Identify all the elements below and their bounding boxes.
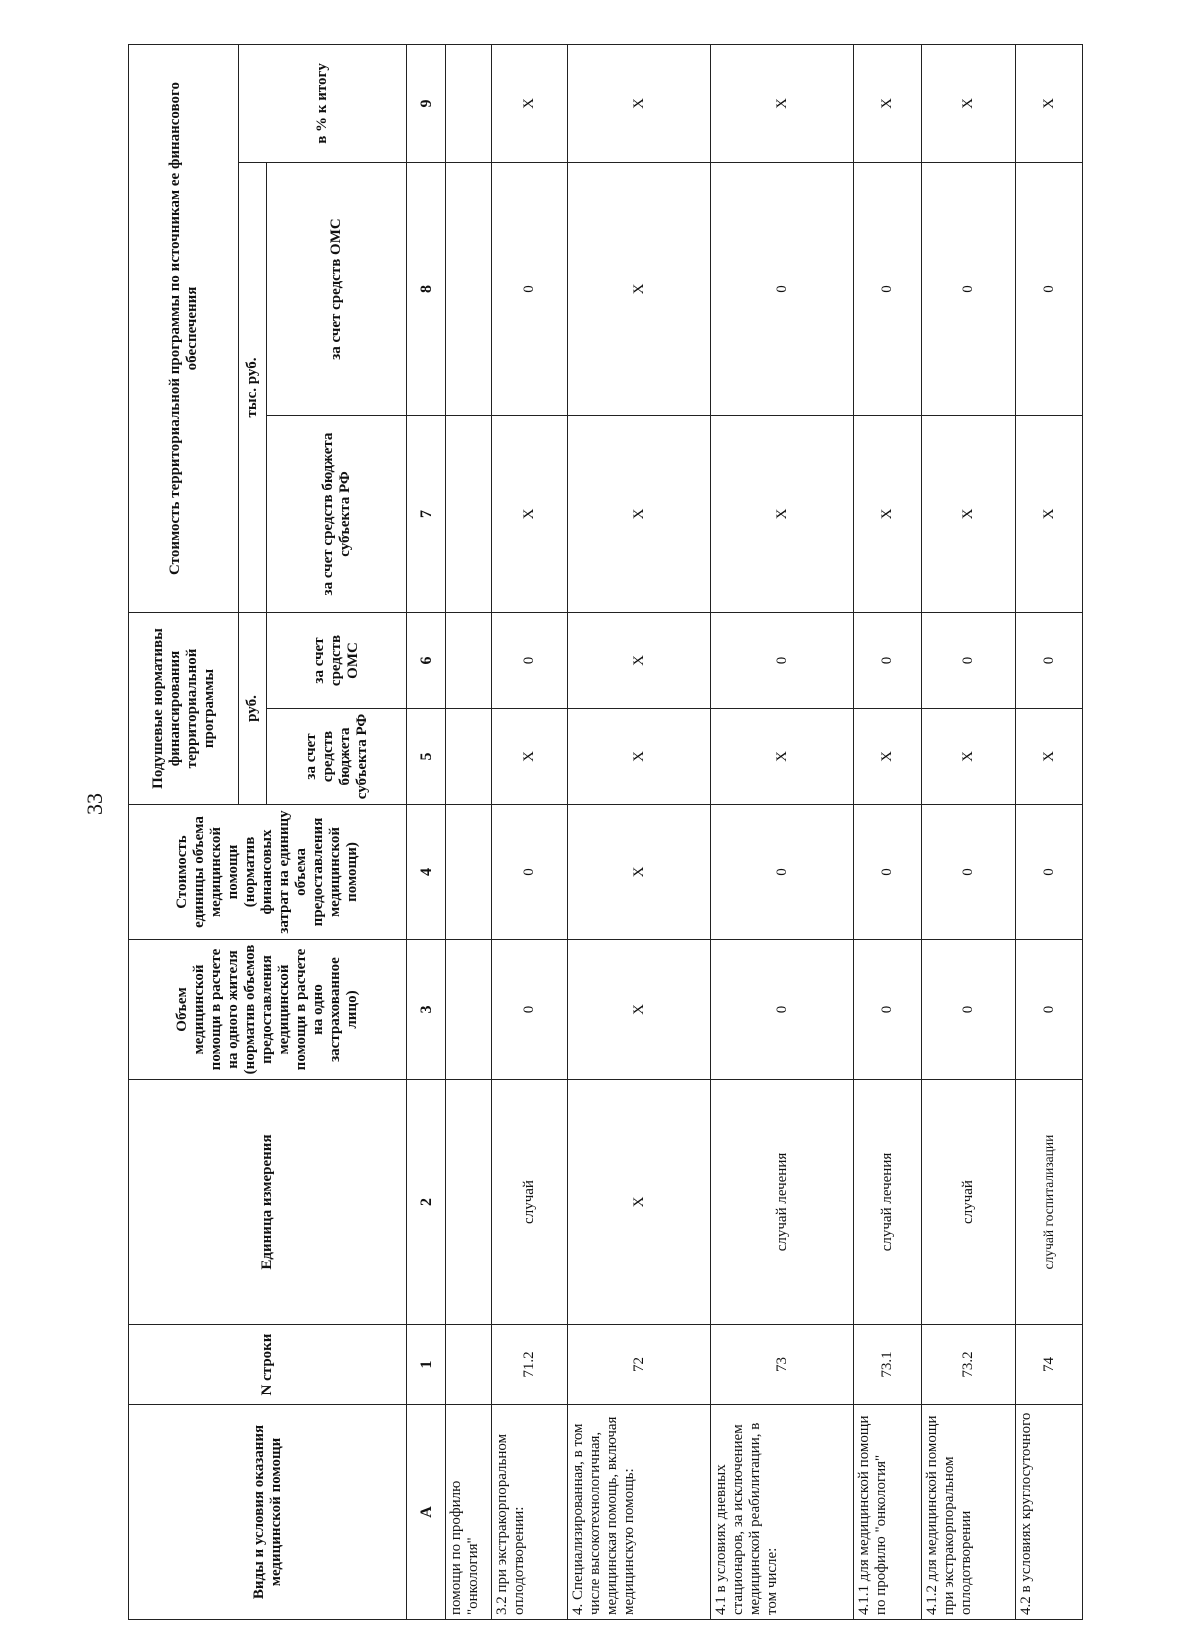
table-row <box>711 44 854 1619</box>
cell-unit: случай лечения <box>854 1080 922 1325</box>
cell-col9: X <box>854 44 922 162</box>
cell-col8 <box>446 163 492 416</box>
cell-col8: 0 <box>491 163 567 416</box>
cell-col3: 0 <box>922 940 1016 1080</box>
cell-col8: 0 <box>1016 163 1083 416</box>
cell-col4: 0 <box>1016 805 1083 940</box>
index-cell: 8 <box>407 163 446 416</box>
cell-col9: X <box>711 44 854 162</box>
cell-col3: 0 <box>1016 940 1083 1080</box>
col-header-volume: Объем медицинской помощи в расчете на одного жителя (норматив объемов предоставления медицинской помощи в расчете на одно застрахованное лицо) <box>129 940 407 1080</box>
cell-row-no: 73.1 <box>854 1325 922 1405</box>
col-header-unit: Единица измерения <box>129 1080 407 1325</box>
cell-col9: X <box>1016 44 1083 162</box>
index-cell: 4 <box>407 805 446 940</box>
col-header-7: за счет средств бюджета субъекта РФ <box>267 416 407 613</box>
cell-col9: X <box>568 44 711 162</box>
cell-col3 <box>446 940 492 1080</box>
cell-row-no: 71.2 <box>491 1325 567 1405</box>
cell-col5: X <box>1016 709 1083 805</box>
cell-col9: X <box>491 44 567 162</box>
table-row <box>1016 44 1083 1619</box>
cell-col5 <box>446 709 492 805</box>
column-index-row <box>407 44 446 1619</box>
col-header-6: за счет средств ОМС <box>267 613 407 709</box>
cell-col7: X <box>711 416 854 613</box>
row-label: помощи по профилю "онкология" <box>446 1405 492 1620</box>
index-cell: 7 <box>407 416 446 613</box>
cell-unit: случай госпитализации <box>1016 1080 1083 1325</box>
col-header-9: в % к итогу <box>239 44 407 162</box>
cell-col5: X <box>922 709 1016 805</box>
cell-col6 <box>446 613 492 709</box>
index-cell: А <box>407 1405 446 1620</box>
subheader-thous-rub: тыс. руб. <box>239 163 267 613</box>
cell-col6: 0 <box>1016 613 1083 709</box>
cell-col5: X <box>711 709 854 805</box>
cell-col6: 0 <box>491 613 567 709</box>
cell-col8: 0 <box>922 163 1016 416</box>
table-row <box>446 44 492 1619</box>
row-label: 4.2 в условиях круглосуточного <box>1016 1405 1083 1620</box>
index-cell: 6 <box>407 613 446 709</box>
cell-col6: 0 <box>854 613 922 709</box>
cell-col5: X <box>568 709 711 805</box>
cell-row-no: 74 <box>1016 1325 1083 1405</box>
cell-col8: 0 <box>854 163 922 416</box>
cell-col4: 0 <box>854 805 922 940</box>
cell-unit: X <box>568 1080 711 1325</box>
col-header-row-no: N строки <box>129 1325 407 1405</box>
cell-unit: случай лечения <box>711 1080 854 1325</box>
cell-col6: 0 <box>711 613 854 709</box>
cell-col7: X <box>1016 416 1083 613</box>
cell-col7: X <box>922 416 1016 613</box>
index-cell: 9 <box>407 44 446 162</box>
table-row <box>922 44 1016 1619</box>
cell-col9: X <box>922 44 1016 162</box>
cell-col8: 0 <box>711 163 854 416</box>
cell-col3: 0 <box>711 940 854 1080</box>
row-label: 4.1 в условиях дневных стационаров, за исключением медицинской реабилитации, в том числе: <box>711 1405 854 1620</box>
cell-col6: 0 <box>922 613 1016 709</box>
cell-col4: X <box>568 805 711 940</box>
cell-col7: X <box>491 416 567 613</box>
cell-row-no <box>446 1325 492 1405</box>
table-row <box>568 44 711 1619</box>
cell-col6: X <box>568 613 711 709</box>
row-label: 4. Специализированная, в том числе высокотехнологичная, медицинская помощь, включая медицинскую помощь: <box>568 1405 711 1620</box>
document-table-rotated <box>128 45 1083 1620</box>
cell-unit: случай <box>922 1080 1016 1325</box>
row-label: 3.2 при экстракорпоральном оплодотворении: <box>491 1405 567 1620</box>
col-header-types: Виды и условия оказания медицинской помощи <box>129 1405 407 1620</box>
table-row <box>491 44 567 1619</box>
cell-row-no: 73 <box>711 1325 854 1405</box>
cell-col7 <box>446 416 492 613</box>
row-label: 4.1.1 для медицинской помощи по профилю "онкология" <box>854 1405 922 1620</box>
cell-col3: X <box>568 940 711 1080</box>
cell-col3: 0 <box>491 940 567 1080</box>
col-header-8: за счет средств ОМС <box>267 163 407 416</box>
cell-col5: X <box>491 709 567 805</box>
cell-col5: X <box>854 709 922 805</box>
row-label: 4.1.2 для медицинской помощи при экстракорпоральном оплодотворении <box>922 1405 1016 1620</box>
cell-row-no: 72 <box>568 1325 711 1405</box>
group-header-per-capita: Подушевые нормативы финансирования территориальной программы <box>129 613 239 805</box>
page-number: 33 <box>82 793 107 815</box>
cell-col8: X <box>568 163 711 416</box>
group-header-program-cost: Стоимость территориальной программы по источникам ее финансового обеспечения <box>129 44 239 612</box>
cell-col7: X <box>854 416 922 613</box>
cell-unit: случай <box>491 1080 567 1325</box>
cell-col4 <box>446 805 492 940</box>
index-cell: 1 <box>407 1325 446 1405</box>
table-row <box>854 44 922 1619</box>
cell-col4: 0 <box>491 805 567 940</box>
financing-table <box>128 44 1083 1620</box>
cell-col4: 0 <box>711 805 854 940</box>
cell-unit <box>446 1080 492 1325</box>
cell-row-no: 73.2 <box>922 1325 1016 1405</box>
cell-col9 <box>446 44 492 162</box>
index-cell: 5 <box>407 709 446 805</box>
index-cell: 2 <box>407 1080 446 1325</box>
subheader-rub: руб. <box>239 613 267 805</box>
col-header-5: за счет средств бюджета субъекта РФ <box>267 709 407 805</box>
col-header-unit-cost: Стоимость единицы объема медицинской помощи (норматив финансовых затрат на единицу объема предоставления медицинской помощи) <box>129 805 407 940</box>
index-cell: 3 <box>407 940 446 1080</box>
cell-col4: 0 <box>922 805 1016 940</box>
cell-col7: X <box>568 416 711 613</box>
cell-col3: 0 <box>854 940 922 1080</box>
